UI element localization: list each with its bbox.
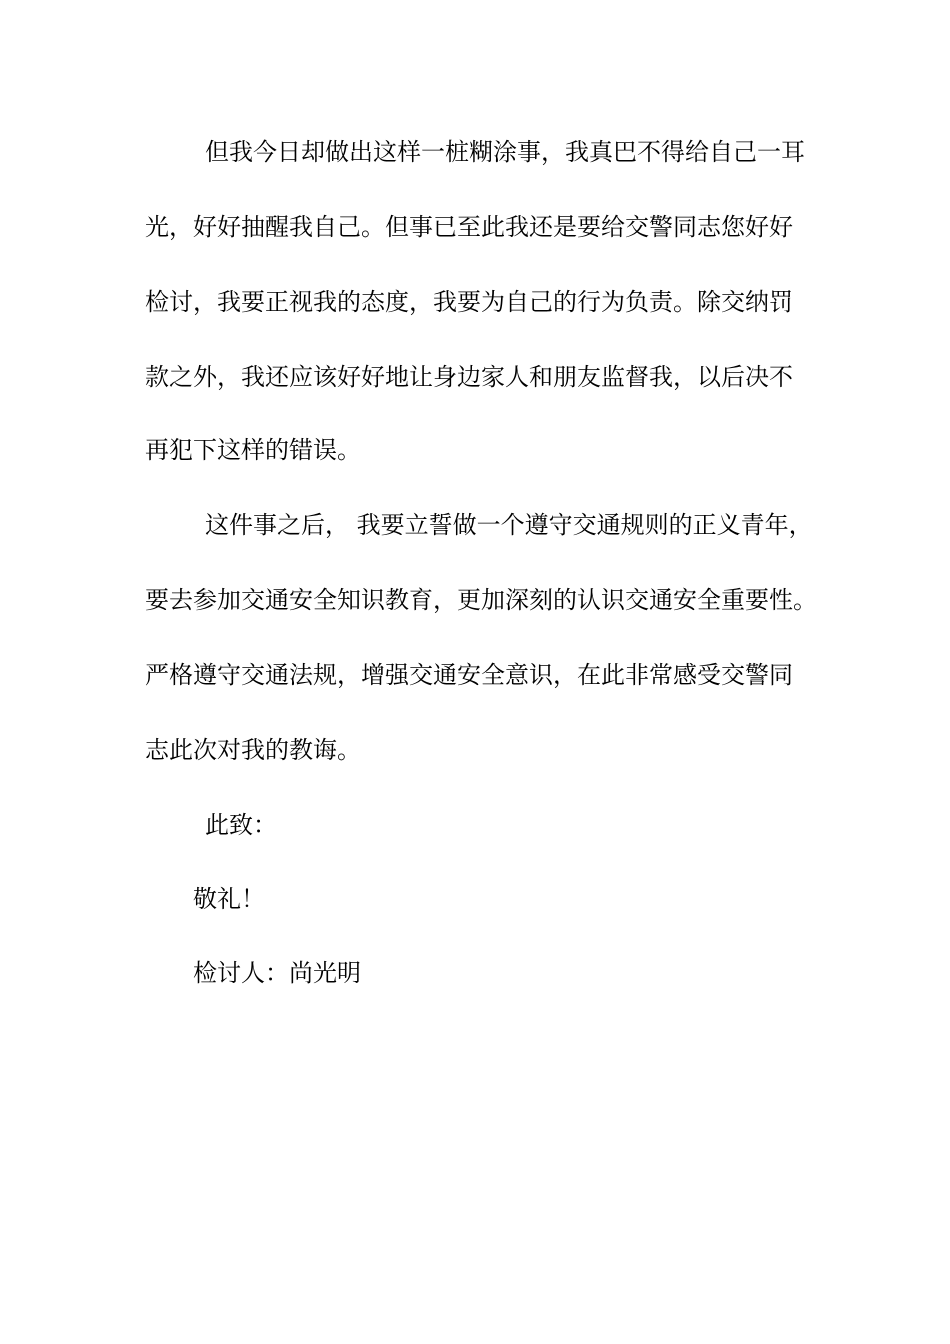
closing-salutation: 此致： <box>205 811 277 839</box>
paragraph-line: 光，好好抽醒我自己。但事已至此我还是要给交警同志您好好 <box>145 213 793 241</box>
closing-regards: 敬礼！ <box>193 885 265 913</box>
paragraph-line: 这件事之后， 我要立誓做一个遵守交通规则的正义青年， <box>205 511 813 539</box>
paragraph-line: 但我今日却做出这样一桩糊涂事，我真巴不得给自己一耳 <box>205 138 805 166</box>
paragraph-line: 志此次对我的教诲。 <box>145 736 361 764</box>
paragraph-line: 要去参加交通安全知识教育，更加深刻的认识交通安全重要性。 <box>145 586 817 614</box>
paragraph-line: 严格遵守交通法规，增强交通安全意识，在此非常感受交警同 <box>145 661 793 689</box>
paragraph-line: 检讨，我要正视我的态度，我要为自己的行为负责。除交纳罚 <box>145 288 793 316</box>
paragraph-line: 再犯下这样的错误。 <box>145 436 361 464</box>
paragraph-line: 款之外，我还应该好好地让身边家人和朋友监督我，以后决不 <box>145 363 793 391</box>
signature: 检讨人：尚光明 <box>193 959 361 987</box>
